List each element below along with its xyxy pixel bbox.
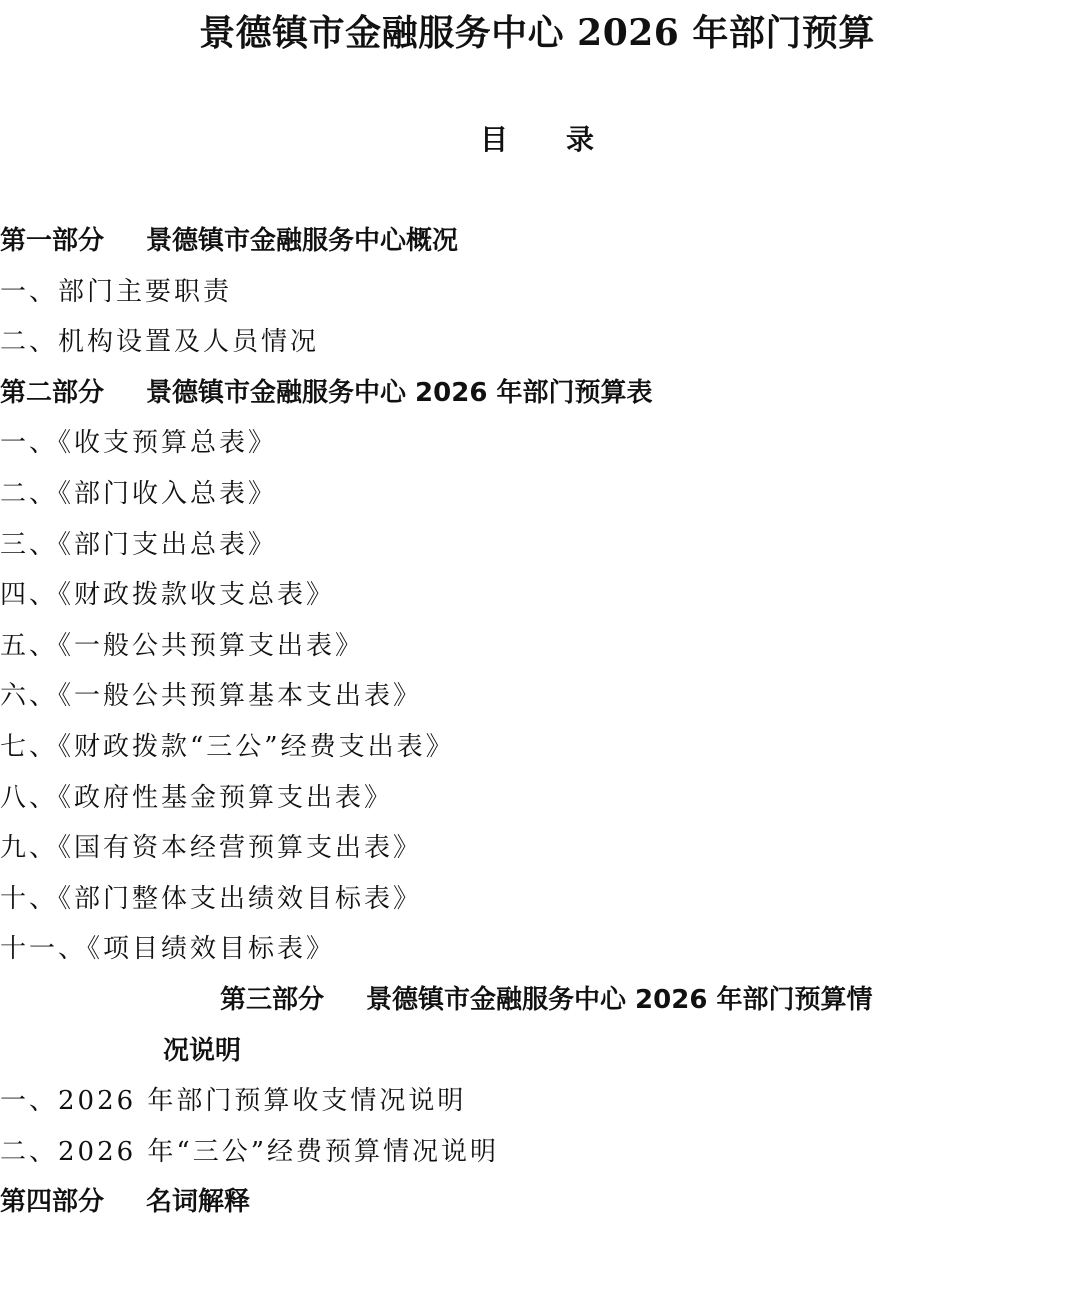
toc-item: 五、《一般公共预算支出表》	[0, 630, 365, 661]
toc-item: 十一、《项目绩效目标表》	[0, 934, 336, 965]
toc-part-2	[0, 368, 1074, 419]
toc-item: 一、2026 年部门预算收支情况说明	[0, 1086, 467, 1117]
toc-item: 一、部门主要职责	[0, 276, 233, 307]
toc-heading	[0, 118, 1074, 162]
part-title: 景德镇市金融服务中心概况	[146, 226, 459, 256]
toc-item: 一、《收支预算总表》	[0, 428, 278, 459]
part-label: 第一部分	[0, 226, 105, 256]
part-title: 名词解释	[146, 1187, 251, 1218]
toc-heading-char-1: 目	[479, 123, 508, 156]
toc-item: 三、《部门支出总表》	[0, 529, 278, 560]
part-title-continuation: 况说明	[163, 1035, 242, 1066]
toc-item: 二、2026 年“三公”经费预算情况说明	[0, 1136, 500, 1167]
page-title: 景德镇市金融服务中心 2026 年部门预算	[199, 12, 875, 54]
toc-part-4	[0, 1177, 1074, 1228]
table-of-contents	[0, 216, 1074, 1228]
part-heading-line-1	[0, 975, 1074, 1026]
part-title: 景德镇市金融服务中心 2026 年部门预算情	[366, 984, 873, 1015]
part-label: 第二部分	[0, 377, 105, 408]
toc-item: 九、《国有资本经营预算支出表》	[0, 833, 423, 864]
toc-part-3	[0, 975, 1074, 1076]
toc-item: 四、《财政拨款收支总表》	[0, 580, 336, 611]
part-label: 第三部分	[220, 984, 325, 1015]
toc-heading-char-2: 录	[566, 123, 595, 156]
toc-item: 二、《部门收入总表》	[0, 478, 278, 509]
toc-part-1	[0, 216, 1074, 267]
toc-item: 二、机构设置及人员情况	[0, 327, 320, 358]
part-label: 第四部分	[0, 1187, 105, 1218]
part-title: 景德镇市金融服务中心 2026 年部门预算表	[146, 377, 653, 408]
toc-item: 十、《部门整体支出绩效目标表》	[0, 883, 423, 914]
toc-item: 六、《一般公共预算基本支出表》	[0, 681, 423, 712]
toc-item: 八、《政府性基金预算支出表》	[0, 782, 394, 813]
toc-item: 七、《财政拨款“三公”经费支出表》	[0, 731, 455, 762]
